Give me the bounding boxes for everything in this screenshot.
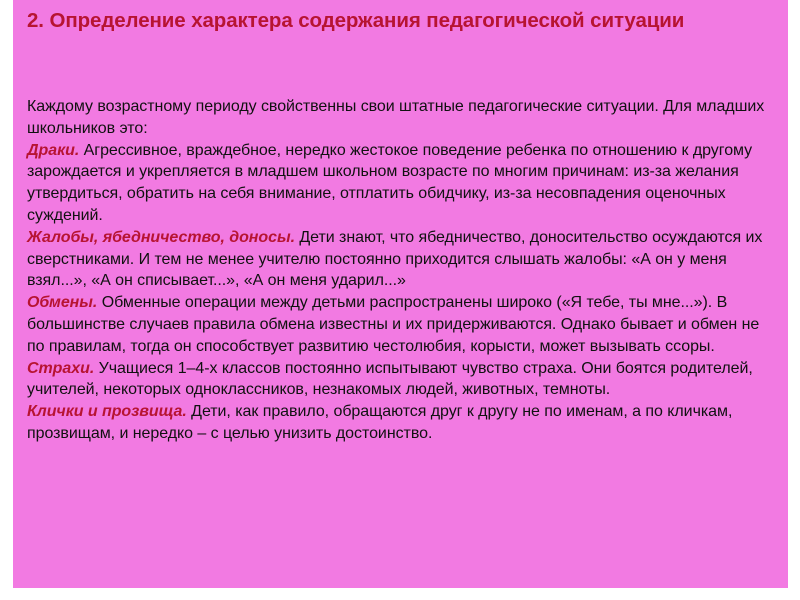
section-text: Агрессивное, враждебное, нередко жестокое поведение ребенка по отношению к другому зарождается и укрепляется в младшем школьном возрасте по многим причинам: из-за желания утвердиться, обратить на себя внимание, отплатить обидчику, из-за несовпадения оценочных суждений. (27, 141, 753, 224)
slide-title: 2. Определение характера содержания педагогической ситуации (27, 9, 685, 32)
section-text: Дети, как правило, обращаются друг к другу не по именам, а по кличкам, прозвищам, и нередко – с целью унизить достоинство. (27, 403, 733, 442)
section-term: Обмены. (27, 294, 98, 312)
section-term: Страхи. (27, 359, 95, 377)
section-exchanges (27, 292, 775, 357)
section-fights (27, 140, 775, 227)
section-nicknames (27, 401, 775, 445)
intro-paragraph: Каждому возрастному периоду свойственны свои штатные педагогические ситуации. Для младших школьников это: (27, 98, 765, 137)
section-term: Клички и прозвища. (27, 403, 187, 421)
slide-content (27, 96, 775, 445)
section-text: Учащиеся 1–4-х классов постоянно испытывают чувство страха. Они боятся родителей, учителей, некоторых одноклассников, незнакомых людей, животных, темноты. (27, 359, 753, 399)
section-text: Обменные операции между детьми распространены широко («Я тебе, ты мне...»). В большинстве случаев правила обмена известны и их придерживаются. Однако бывает и обмен не по правилам, тогда он способствует развитию честолюбия, корысти, может вызывать ссоры. (27, 294, 760, 355)
section-term: Драки. (27, 141, 80, 159)
section-text: Дети знают, что ябедничество, доносительство осуждаются их сверстниками. И тем не менее учителю постоянно приходится слышать жалобы: «А он у меня взял...», «А он списывает...», «А он меня ударил...» (27, 228, 763, 290)
section-term: Жалобы, ябедничество, доносы. (27, 228, 295, 246)
section-fears (27, 358, 775, 402)
section-complaints (27, 227, 775, 292)
